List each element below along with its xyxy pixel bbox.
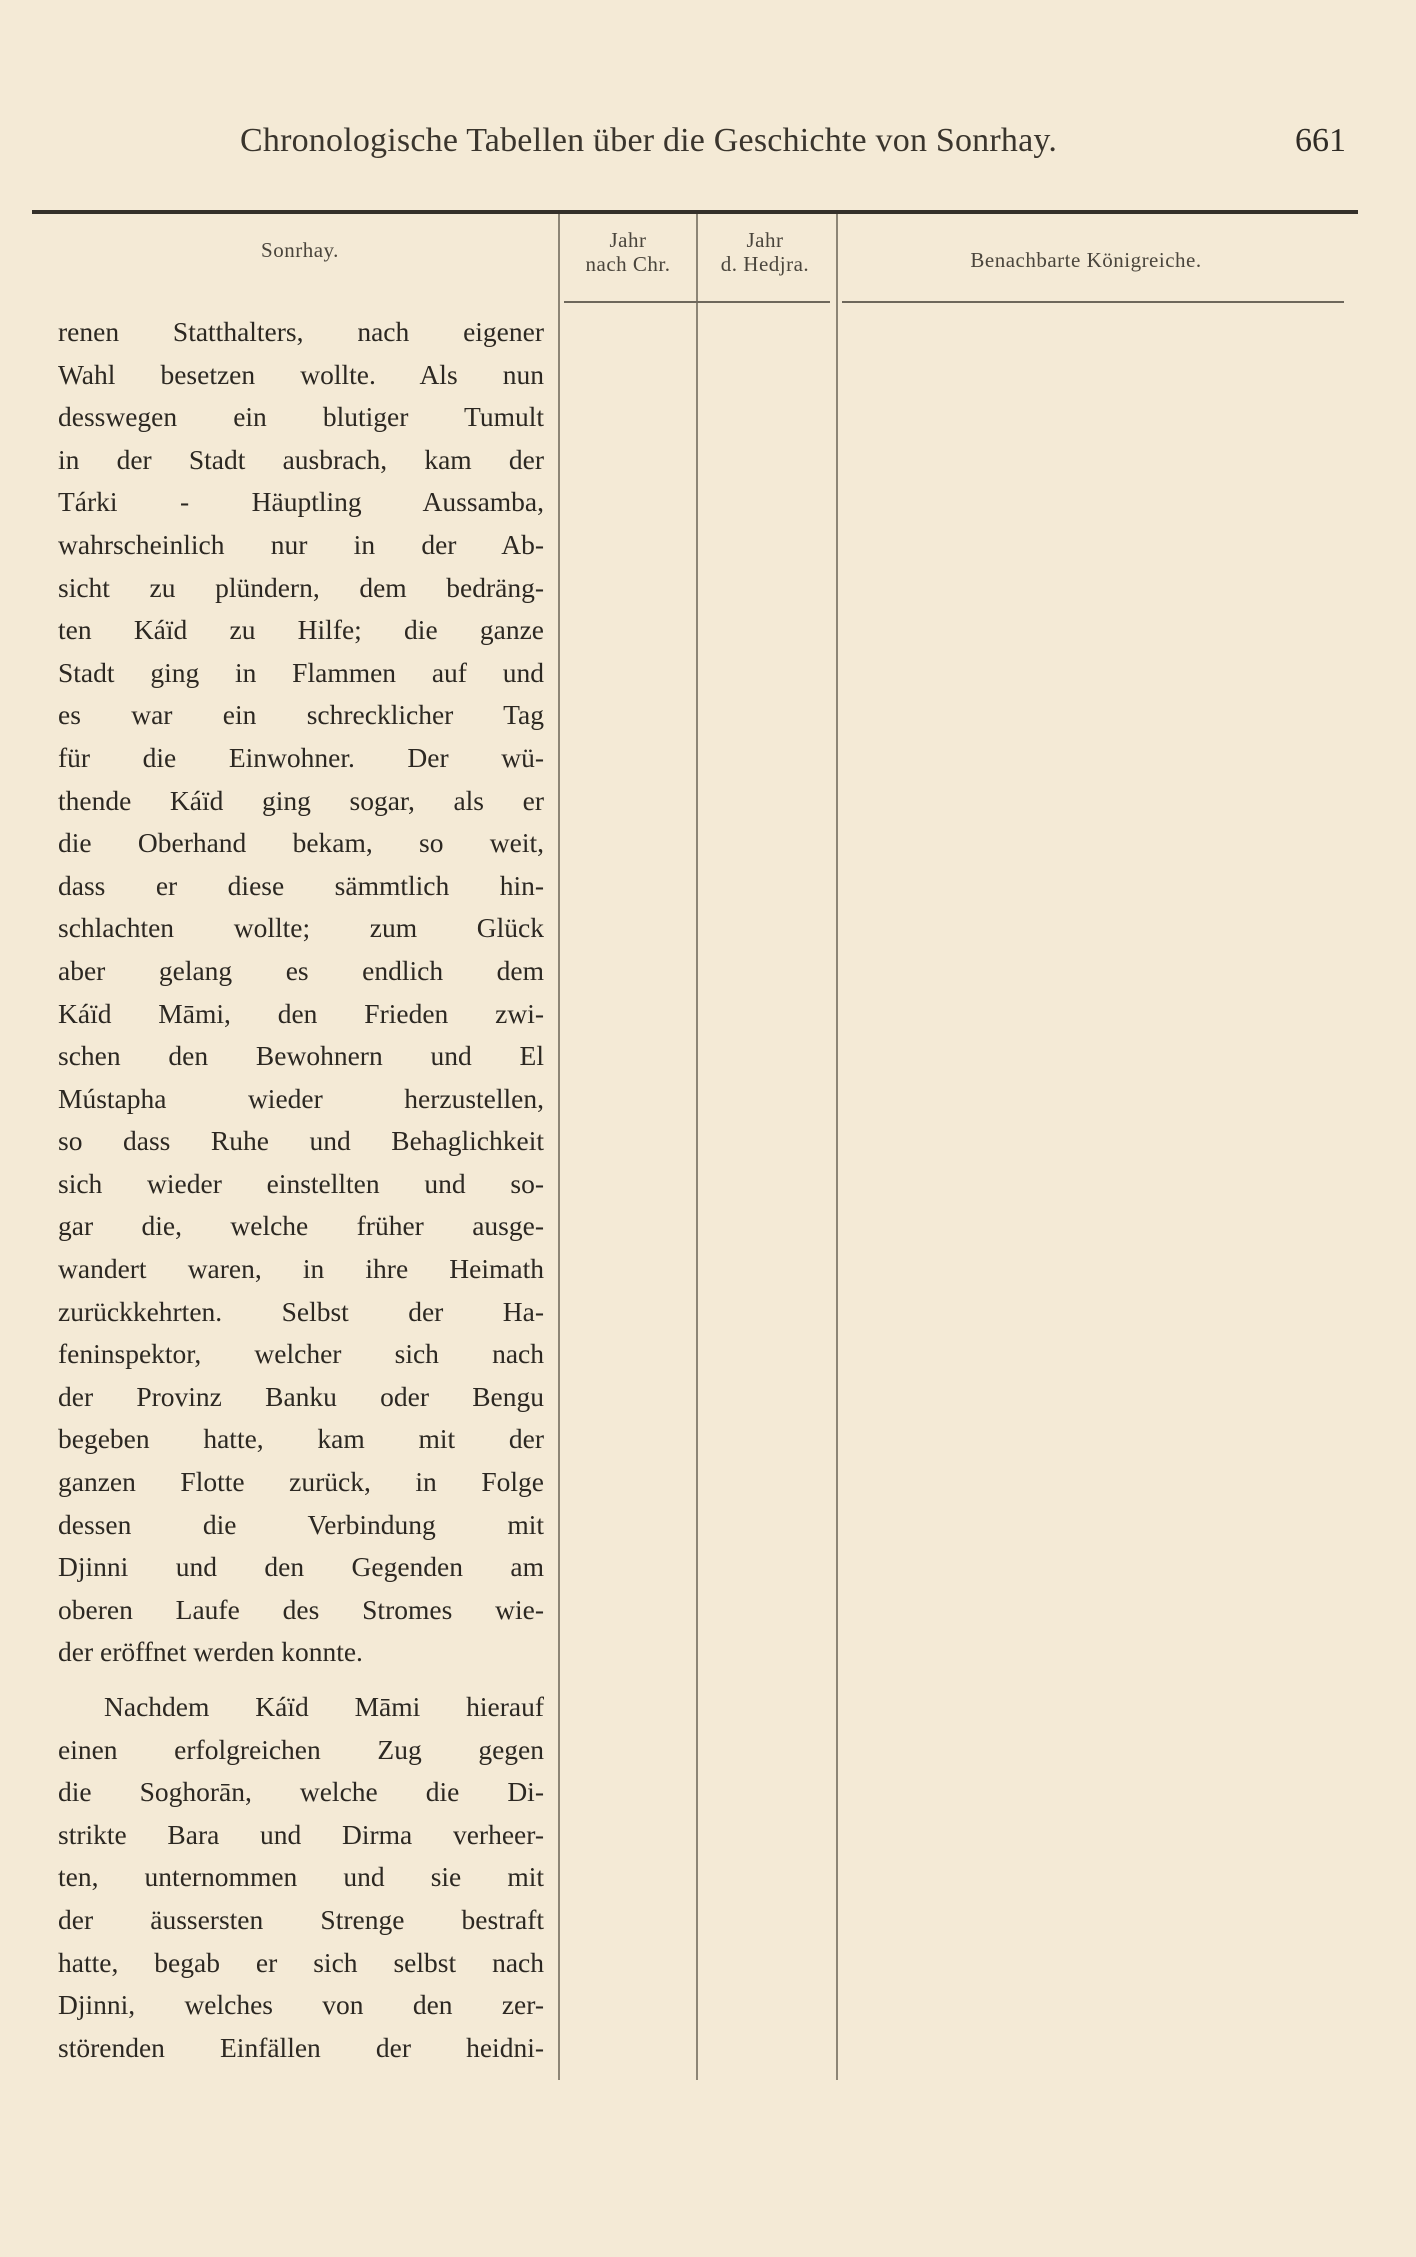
header-underline-kingdoms <box>842 301 1344 303</box>
text-line: schen den Bewohnern und El <box>58 1040 544 1072</box>
text-line: der Provinz Banku oder Bengu <box>58 1380 544 1412</box>
text-line: thende Káïd ging sogar, als er <box>58 784 544 816</box>
text-line: strikte Bara und Dirma verheer- <box>58 1818 544 1850</box>
text-line: einen erfolgreichen Zug gegen <box>58 1733 544 1765</box>
page-number: 661 <box>1295 122 1346 159</box>
text-line: es war ein schrecklicher Tag <box>58 699 544 731</box>
sonrhay-paragraph-1 <box>58 311 544 1674</box>
text-line: der äussersten Strenge bestraft <box>58 1903 544 1935</box>
text-line: Djinni, welches von den zer- <box>58 1989 544 2021</box>
text-line: hatte, begab er sich selbst nach <box>58 1946 544 1978</box>
text-line: sicht zu plündern, dem bedräng- <box>58 571 544 603</box>
text-line: oberen Laufe des Stromes wie- <box>58 1593 544 1625</box>
column-header-year-ad <box>564 228 692 276</box>
column-header-neighbouring-kingdoms-label: Benachbarte Königreiche. <box>970 248 1202 272</box>
header-rule <box>32 210 1358 214</box>
text-line: dessen die Verbindung mit <box>58 1508 544 1540</box>
text-line: wahrscheinlich nur in der Ab- <box>58 528 544 560</box>
text-line: desswegen ein blutiger Tumult <box>58 401 544 433</box>
text-line: in der Stadt ausbrach, kam der <box>58 443 544 475</box>
column-header-neighbouring-kingdoms <box>846 248 1326 272</box>
text-line: schlachten wollte; zum Glück <box>58 912 544 944</box>
column-divider-3 <box>836 214 838 2080</box>
column-header-year-hijra-line2: d. Hedjra. <box>720 252 810 276</box>
column-divider-2 <box>696 214 698 2080</box>
text-line: dass er diese sämmtlich hin- <box>58 869 544 901</box>
text-line: begeben hatte, kam mit der <box>58 1423 544 1455</box>
text-line: Káïd Māmi, den Frieden zwi- <box>58 997 544 1029</box>
column-header-year-ad-line2: nach Chr. <box>585 252 671 276</box>
text-line: ganzen Flotte zurück, in Folge <box>58 1466 544 1498</box>
column-header-year-hijra-line1: Jahr <box>746 228 784 252</box>
text-line: sich wieder einstellten und so- <box>58 1167 544 1199</box>
text-line: ten Káïd zu Hilfe; die ganze <box>58 614 544 646</box>
text-line: ten, unternommen und sie mit <box>58 1861 544 1893</box>
sonrhay-paragraph-2 <box>58 1686 544 2069</box>
text-line: die Soghorān, welche die Di- <box>58 1776 544 1808</box>
column-header-sonrhay-label: Sonrhay. <box>261 238 339 262</box>
text-line: feninspektor, welcher sich nach <box>58 1338 544 1370</box>
text-line: für die Einwohner. Der wü- <box>58 741 544 773</box>
text-line: Nachdem Káïd Māmi hierauf <box>104 1691 544 1722</box>
column-header-year-hijra <box>698 228 832 276</box>
header-underline-text-columns <box>564 301 830 303</box>
text-line: gar die, welche früher ausge- <box>58 1210 544 1242</box>
running-title: Chronologische Tabellen über die Geschichte von Sonrhay. <box>240 122 1058 159</box>
text-line: Stadt ging in Flammen auf und <box>58 656 544 688</box>
text-line: störenden Einfällen der heidni- <box>58 2031 544 2063</box>
column-header-year-ad-line1: Jahr <box>609 228 647 252</box>
column-divider-1 <box>558 214 560 2080</box>
text-line: der eröffnet werden konnte. <box>58 1636 363 1668</box>
text-line: Djinni und den Gegenden am <box>58 1551 544 1583</box>
text-line: wandert waren, in ihre Heimath <box>58 1253 544 1285</box>
text-line: zurückkehrten. Selbst der Ha- <box>58 1295 544 1327</box>
column-header-sonrhay <box>200 238 400 262</box>
text-line: Tárki - Häuptling Aussamba, <box>58 486 544 518</box>
text-line: Mústapha wieder herzustellen, <box>58 1082 544 1114</box>
text-line: die Oberhand bekam, so weit, <box>58 827 544 859</box>
text-line: renen Statthalters, nach eigener <box>58 316 544 347</box>
text-line: so dass Ruhe und Behaglichkeit <box>58 1125 544 1157</box>
text-line: Wahl besetzen wollte. Als nun <box>58 358 544 390</box>
text-line: aber gelang es endlich dem <box>58 954 544 986</box>
